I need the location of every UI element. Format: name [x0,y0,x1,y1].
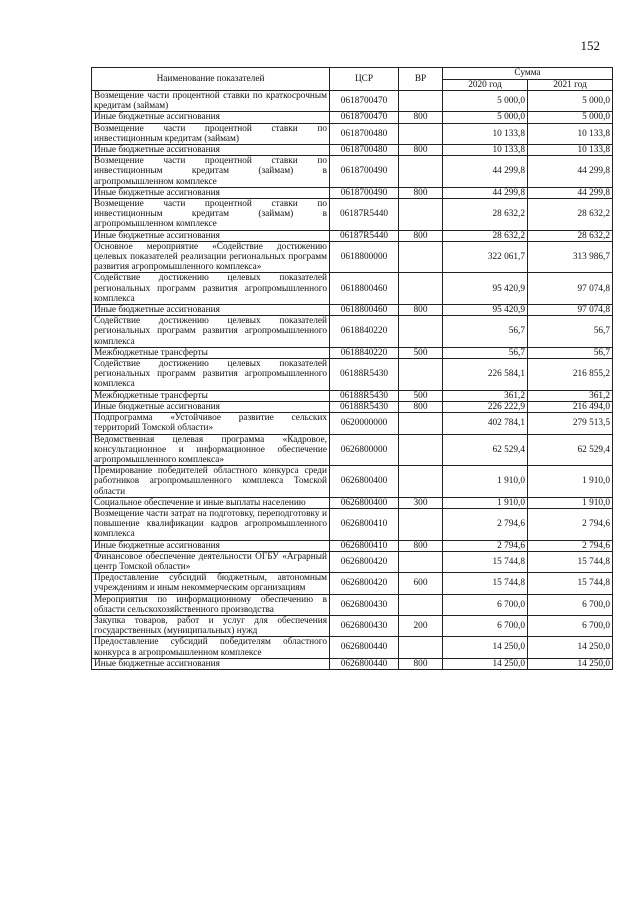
table-row [92,156,613,188]
cell-2021: 6 700,0 [528,594,613,615]
cell-name: Предоставление субсидий бюджетным, автономным учреждениям и иным некоммерческим организациям [92,573,330,594]
cell-2020: 226 222,9 [443,401,528,412]
table-row [92,637,613,658]
table-row [92,434,613,466]
cell-2021: 56,7 [528,316,613,348]
table-row [92,273,613,305]
cell-name: Иные бюджетные ассигнования [92,540,330,551]
cell-csr: 0618840220 [330,316,399,348]
cell-2021: 15 744,8 [528,551,613,572]
cell-name: Возмещение части процентной ставки по инвестиционным кредитам (займам) [92,123,330,144]
cell-name: Премирование победителей областного конкурса среди работников агропромышленного комплекса Томской области [92,466,330,498]
table-row [92,241,613,273]
page-number: 152 [580,38,600,53]
cell-vr: 800 [399,230,443,241]
table-header [92,68,613,91]
cell-vr: 800 [399,145,443,156]
table-row [92,615,613,636]
cell-name: Содействие достижению целевых показателей региональных программ развития агропромышленного комплекса [92,316,330,348]
cell-vr [399,637,443,658]
table-row [92,316,613,348]
cell-2021: 97 074,8 [528,273,613,305]
cell-2020: 1 910,0 [443,497,528,508]
table-row [92,199,613,231]
cell-2020: 5 000,0 [443,91,528,112]
cell-name: Основное мероприятие «Содействие достижению целевых показателей реализации региональных программ развития агропромышленного комплекса» [92,241,330,273]
cell-csr: 06187R5440 [330,230,399,241]
cell-2020: 28 632,2 [443,199,528,231]
cell-2020: 56,7 [443,347,528,358]
cell-2021: 15 744,8 [528,573,613,594]
cell-vr: 800 [399,305,443,316]
header-csr: ЦСР [330,68,399,91]
cell-2020: 1 910,0 [443,466,528,498]
cell-csr: 0618800460 [330,305,399,316]
cell-2020: 2 794,6 [443,540,528,551]
header-name: Наименование показателей [92,68,330,91]
cell-csr: 0618700490 [330,187,399,198]
cell-csr: 06188R5430 [330,401,399,412]
cell-name: Межбюджетные трансферты [92,347,330,358]
cell-2021: 313 986,7 [528,241,613,273]
table-row [92,508,613,540]
cell-2021: 1 910,0 [528,497,613,508]
table-row [92,497,613,508]
cell-vr: 800 [399,658,443,669]
cell-2020: 402 784,1 [443,413,528,434]
cell-vr [399,508,443,540]
cell-csr: 0626800410 [330,508,399,540]
cell-name: Мероприятия по информационному обеспечению в области сельскохозяйственного производства [92,594,330,615]
cell-name: Ведомственная целевая программа «Кадровое, консультационное и информационное обеспечение агропромышленного комплекса» [92,434,330,466]
cell-2021: 361,2 [528,390,613,401]
table-row [92,658,613,669]
cell-csr: 0626800000 [330,434,399,466]
cell-name: Подпрограмма «Устойчивое развитие сельских территорий Томской области» [92,413,330,434]
table-row [92,123,613,144]
cell-2021: 5 000,0 [528,91,613,112]
cell-vr [399,91,443,112]
cell-2021: 62 529,4 [528,434,613,466]
table-row [92,413,613,434]
header-sum: Сумма [443,68,613,80]
cell-name: Иные бюджетные ассигнования [92,145,330,156]
cell-2021: 10 133,8 [528,123,613,144]
cell-2021: 2 794,6 [528,540,613,551]
cell-2020: 44 299,8 [443,187,528,198]
cell-2021: 14 250,0 [528,658,613,669]
cell-2021: 216 494,0 [528,401,613,412]
cell-vr: 500 [399,347,443,358]
cell-2020: 95 420,9 [443,305,528,316]
cell-2020: 322 061,7 [443,241,528,273]
table-row [92,466,613,498]
cell-csr: 06187R5440 [330,199,399,231]
cell-csr: 0618700480 [330,145,399,156]
table-row [92,540,613,551]
cell-name: Социальное обеспечение и иные выплаты населению [92,497,330,508]
cell-2020: 56,7 [443,316,528,348]
cell-2020: 44 299,8 [443,156,528,188]
table-row [92,145,613,156]
table-row [92,305,613,316]
header-year-2021: 2021 год [528,79,613,91]
cell-name: Возмещение части затрат на подготовку, переподготовку и повышение квалификации кадров агропромышленного комплекса [92,508,330,540]
cell-vr: 800 [399,187,443,198]
cell-2020: 28 632,2 [443,230,528,241]
table-row [92,347,613,358]
cell-vr: 800 [399,540,443,551]
cell-name: Содействие достижению целевых показателей региональных программ развития агропромышленного комплекса [92,359,330,391]
cell-name: Иные бюджетные ассигнования [92,658,330,669]
cell-name: Содействие достижению целевых показателей региональных программ развития агропромышленного комплекса [92,273,330,305]
cell-2020: 15 744,8 [443,573,528,594]
cell-vr [399,413,443,434]
table-row [92,112,613,123]
table-row [92,594,613,615]
cell-2021: 5 000,0 [528,112,613,123]
cell-2021: 10 133,8 [528,145,613,156]
cell-2021: 56,7 [528,347,613,358]
table-row [92,551,613,572]
cell-csr: 0618800000 [330,241,399,273]
table-row [92,91,613,112]
cell-csr: 0626800440 [330,658,399,669]
cell-2020: 62 529,4 [443,434,528,466]
cell-2020: 14 250,0 [443,637,528,658]
cell-2021: 6 700,0 [528,615,613,636]
cell-name: Предоставление субсидий победителям областного конкурса в агропромышленном комплексе [92,637,330,658]
cell-name: Закупка товаров, работ и услуг для обеспечения государственных (муниципальных) нужд [92,615,330,636]
cell-2020: 10 133,8 [443,123,528,144]
cell-name: Иные бюджетные ассигнования [92,187,330,198]
cell-2020: 226 584,1 [443,359,528,391]
cell-vr [399,434,443,466]
table-row [92,359,613,391]
cell-name: Иные бюджетные ассигнования [92,230,330,241]
cell-vr [399,594,443,615]
cell-vr: 500 [399,390,443,401]
cell-csr: 0626800400 [330,466,399,498]
cell-2021: 1 910,0 [528,466,613,498]
cell-vr [399,359,443,391]
cell-2021: 44 299,8 [528,156,613,188]
cell-vr [399,123,443,144]
cell-name: Возмещение части процентной ставки по инвестиционным кредитам (займам) в агропромышленном комплексе [92,199,330,231]
cell-csr: 0618700490 [330,156,399,188]
table-row [92,390,613,401]
cell-csr: 0626800430 [330,594,399,615]
cell-2020: 6 700,0 [443,615,528,636]
cell-csr: 0618840220 [330,347,399,358]
cell-csr: 0618700470 [330,91,399,112]
header-year-2020: 2020 год [443,79,528,91]
cell-2020: 2 794,6 [443,508,528,540]
cell-vr [399,199,443,231]
cell-vr [399,156,443,188]
cell-csr: 0626800420 [330,573,399,594]
cell-vr: 800 [399,401,443,412]
cell-2021: 14 250,0 [528,637,613,658]
cell-name: Иные бюджетные ассигнования [92,401,330,412]
cell-2020: 6 700,0 [443,594,528,615]
table-row [92,230,613,241]
cell-vr [399,316,443,348]
cell-2021: 216 855,2 [528,359,613,391]
cell-2021: 97 074,8 [528,305,613,316]
cell-csr: 0618800460 [330,273,399,305]
cell-name: Финансовое обеспечение деятельности ОГБУ «Аграрный центр Томской области» [92,551,330,572]
cell-csr: 0626800440 [330,637,399,658]
budget-table [91,67,613,670]
cell-2021: 2 794,6 [528,508,613,540]
table-row [92,187,613,198]
cell-csr: 0626800430 [330,615,399,636]
cell-csr: 0626800420 [330,551,399,572]
cell-name: Иные бюджетные ассигнования [92,112,330,123]
table-row [92,401,613,412]
cell-2021: 44 299,8 [528,187,613,198]
cell-vr: 300 [399,497,443,508]
cell-2020: 14 250,0 [443,658,528,669]
cell-csr: 0618700480 [330,123,399,144]
cell-2020: 15 744,8 [443,551,528,572]
cell-name: Возмещение части процентной ставки по инвестиционным кредитам (займам) в агропромышленном комплексе [92,156,330,188]
cell-vr [399,466,443,498]
cell-vr: 600 [399,573,443,594]
cell-2021: 28 632,2 [528,199,613,231]
cell-vr [399,241,443,273]
cell-vr [399,551,443,572]
cell-vr [399,273,443,305]
cell-csr: 06188R5430 [330,359,399,391]
cell-csr: 0626800410 [330,540,399,551]
cell-2020: 5 000,0 [443,112,528,123]
cell-2021: 28 632,2 [528,230,613,241]
cell-name: Возмещение части процентной ставки по краткосрочным кредитам (займам) [92,91,330,112]
cell-vr: 200 [399,615,443,636]
cell-name: Иные бюджетные ассигнования [92,305,330,316]
cell-2021: 279 513,5 [528,413,613,434]
cell-name: Межбюджетные трансферты [92,390,330,401]
cell-csr: 0620000000 [330,413,399,434]
cell-vr: 800 [399,112,443,123]
cell-csr: 06188R5430 [330,390,399,401]
table-body [92,91,613,670]
table-row [92,573,613,594]
header-vr: ВР [399,68,443,91]
cell-2020: 10 133,8 [443,145,528,156]
cell-csr: 0626800400 [330,497,399,508]
cell-2020: 95 420,9 [443,273,528,305]
cell-csr: 0618700470 [330,112,399,123]
cell-2020: 361,2 [443,390,528,401]
